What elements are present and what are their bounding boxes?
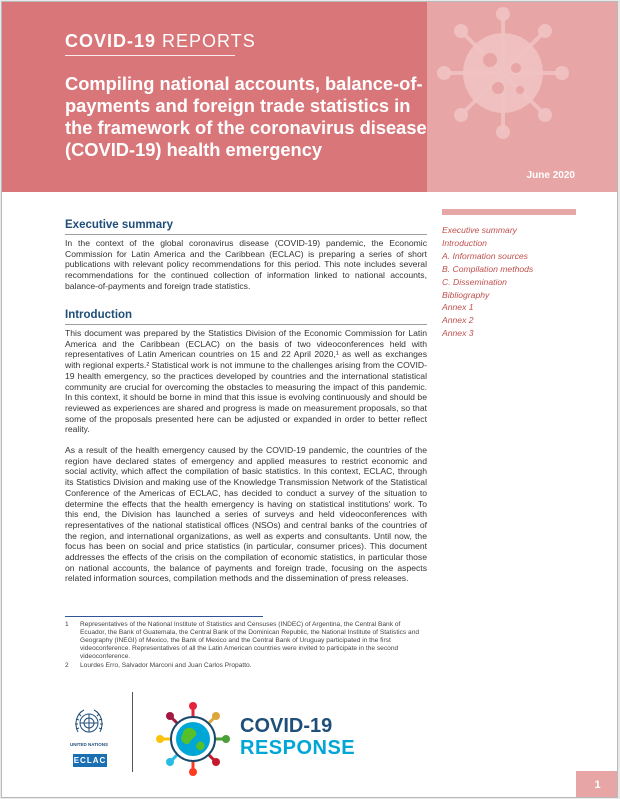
footnote-number: 2: [65, 662, 69, 669]
introduction-heading: Introduction: [65, 309, 133, 321]
executive-summary-heading: Executive summary: [65, 219, 174, 231]
series-underline: [65, 55, 235, 56]
toc-item-information-sources[interactable]: A. Information sources: [442, 250, 528, 261]
toc-item-bibliography[interactable]: Bibliography: [442, 289, 490, 300]
series-label-bold: COVID-19: [65, 31, 157, 51]
footnote-text: Lourdes Erro, Salvador Marconi and Juan Carlos Propatto.: [80, 662, 252, 669]
covid-response-emblem-icon: [154, 700, 232, 778]
introduction-paragraph-1: This document was prepared by the Statistics Division of the Economic Commission for Latin America and the Caribbean (ECLAC) on the basis of two videoconferences held with representatives of Latin American countries on 15 and 22 April 2020,¹ as well as exchanges with regional experts.² Statistical work is not immune to the challenges arising from the COVID-19 health emergency, so the practices developed by countries and the international statistical community are crucial for overcoming the obstacles to measuring the impact of this pandemic. In this context, it should be borne in mind that this issue is evolving continuously and should be reviewed as experiences are shared and progress is made on measurement proposals, so that some of the proposals presented here can be adjusted or expanded in order to better reflect reality.: [65, 328, 427, 435]
response-title: COVID-19: [240, 715, 333, 737]
toc-item-dissemination[interactable]: C. Dissemination: [442, 276, 507, 287]
response-subtitle: RESPONSE: [240, 737, 356, 759]
footnote-text: Representatives of the National Institute of Statistics and Censuses (INDEC) of Argentina, the Central Bank of Ecuador, the Bank of Guatemala, the Central Bank of the Dominican Republic, the National Institute of Statistics and Geography (INEGI) of Mexico, the Bank of Mexico and the Central Bank of Uruguay participated in the first videoconference. Representatives of all the Latin American countries were invited to participate in the second videoconference.: [80, 621, 420, 660]
document-title: Compiling national accounts, balance-of-payments and foreign trade statistics in the framework of the coronavirus disease (COVID-19) health emergency: [65, 73, 427, 160]
toc-item-annex-2[interactable]: Annex 2: [442, 315, 474, 326]
footnote-number: 1: [65, 621, 69, 628]
footnote-rule: [65, 616, 263, 617]
series-label: [65, 31, 256, 52]
footnote: [65, 662, 427, 670]
sidebar-accent-bar: [442, 209, 576, 215]
un-caption: UNITED NATIONS: [70, 742, 108, 747]
un-emblem-icon: [72, 706, 106, 740]
footer-divider: [132, 692, 133, 772]
introduction-rule: [65, 324, 427, 325]
report-header: [2, 2, 618, 192]
toc-item-annex-3[interactable]: Annex 3: [442, 328, 474, 339]
executive-summary-text: In the context of the global coronavirus disease (COVID-19) pandemic, the Economic Commission for Latin America and the Caribbean (ECLAC) is preparing a series of short publications with relevant policy recommendations for this period. This note includes several recommendations for the continued collection of information linked to national accounts, balance-of-payments and foreign trade statistics.: [65, 238, 427, 291]
introduction-paragraph-2: As a result of the health emergency caused by the COVID-19 pandemic, the countries of the region have declared states of emergency and applied measures to restrict economic and social activity, which affect the compilation of basic statistics. In this context, ECLAC, through its Statistics Division and making use of the Knowledge Transmission Network of the Statistical Conference of the Americas of ECLAC, has decided to conduct a survey of the situation to determine the effects that the health emergency is having on statistical institutions' work. To this end, the Division has launched a series of surveys and held videoconferences with representatives of the national statistical offices (NSOs) and central banks of the countries of the region, and international organizations, as well as experts and consultants. Until now, the focus has been on social and price statistics (in particular, consumer prices). This document addresses the effects of the crisis on the compilation of economic statistics, in particular those on national accounts, the balance of payments and foreign trade, focusing on the aspects related information sources, compilation methods and the dissemination of press releases.: [65, 445, 427, 584]
series-label-thin: REPORTS: [162, 31, 256, 51]
footnote: [65, 621, 427, 661]
toc-item-executive-summary[interactable]: Executive summary: [442, 225, 517, 235]
executive-summary-rule: [65, 234, 427, 235]
publication-date: June 2020: [526, 170, 575, 181]
coronavirus-illustration: [428, 2, 578, 148]
toc-item-annex-1[interactable]: Annex 1: [442, 302, 474, 313]
page-number: 1: [576, 771, 618, 798]
table-of-contents: [442, 224, 592, 340]
report-page: [1, 1, 618, 798]
toc-item-compilation-methods[interactable]: B. Compilation methods: [442, 263, 534, 274]
toc-item-introduction[interactable]: Introduction: [442, 237, 487, 248]
eclac-logo: ECLAC: [73, 756, 107, 765]
